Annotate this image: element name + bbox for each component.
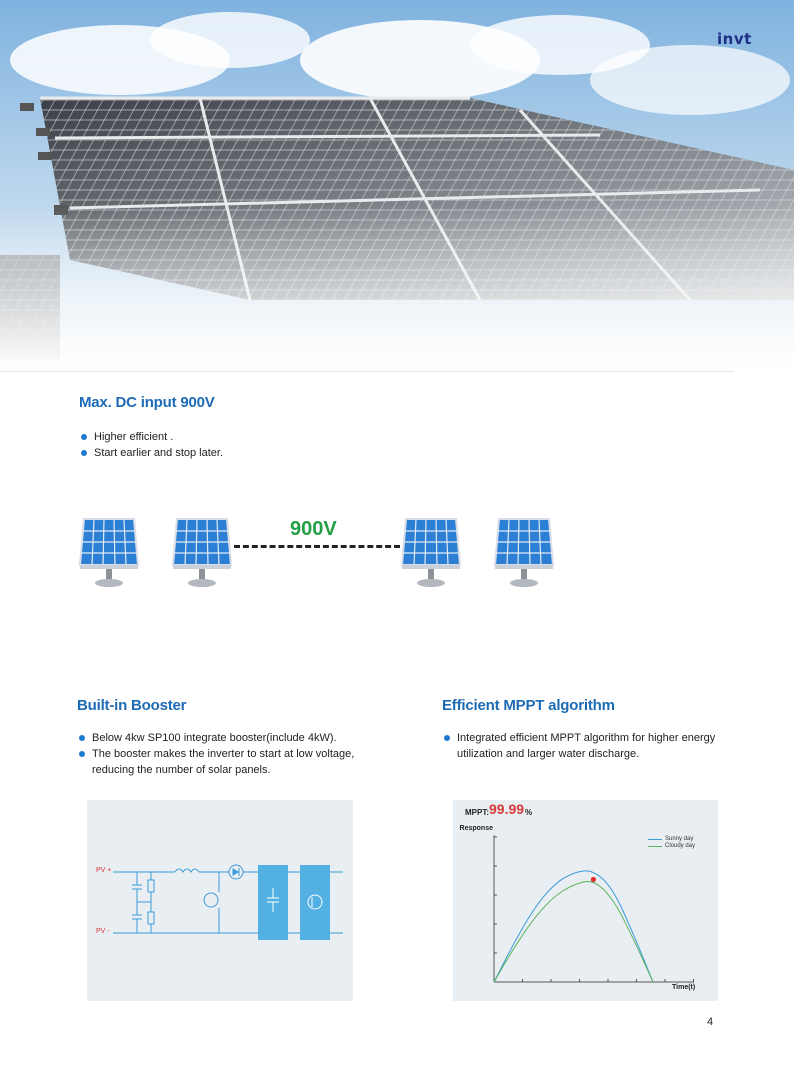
solar-panel-icon <box>400 517 462 589</box>
chart-legend <box>648 836 695 850</box>
mppt-label: MPPT: <box>465 808 489 817</box>
mppt-value: 99.99 <box>489 801 525 817</box>
mppt-title: Efficient MPPT algorithm <box>442 697 615 714</box>
legend-label: Cloudy day <box>665 843 696 849</box>
series-line-cloudy-day <box>494 881 653 982</box>
pv-minus-label: PV - <box>96 928 110 935</box>
divider <box>0 371 734 372</box>
list-item: Integrated efficient MPPT algorithm for higher energy utilization and larger water discharge. <box>444 730 724 762</box>
legend-swatch <box>648 839 662 840</box>
hero-photo <box>0 0 794 372</box>
legend-swatch <box>648 846 662 847</box>
booster-title: Built-in Booster <box>77 697 187 714</box>
pv-plus-label: PV + <box>96 867 112 874</box>
chart-xlabel: Time(t) <box>672 984 696 991</box>
legend-label: Sunny day <box>665 836 694 842</box>
list-item: Higher efficient . <box>81 429 381 445</box>
booster-circuit-diagram <box>87 800 353 1001</box>
page-number: 4 <box>707 1016 714 1028</box>
solar-panel-icon <box>78 517 140 589</box>
booster-bullets <box>79 730 369 778</box>
legend-item <box>648 836 695 843</box>
brand-logo: invt <box>717 30 752 48</box>
series-line-sunny-day <box>494 871 653 982</box>
solar-panel-icon <box>171 517 233 589</box>
list-item: Start earlier and stop later. <box>81 445 381 461</box>
voltage-label: 900V <box>290 518 337 540</box>
chart-ylabel: Response <box>459 825 493 832</box>
dc-input-bullets <box>81 429 381 461</box>
mppt-bullets <box>444 730 724 762</box>
legend-item <box>648 843 695 850</box>
list-item: Below 4kw SP100 integrate booster(include 4kW). <box>79 730 369 746</box>
series-connection-line <box>234 545 400 548</box>
solar-panel-icon <box>493 517 555 589</box>
dc-input-title: Max. DC input 900V <box>79 394 215 411</box>
list-item: The booster makes the inverter to start at low voltage, reducing the number of solar panels. <box>79 746 369 778</box>
mppt-point-marker <box>591 877 596 882</box>
mppt-unit: % <box>525 808 533 817</box>
